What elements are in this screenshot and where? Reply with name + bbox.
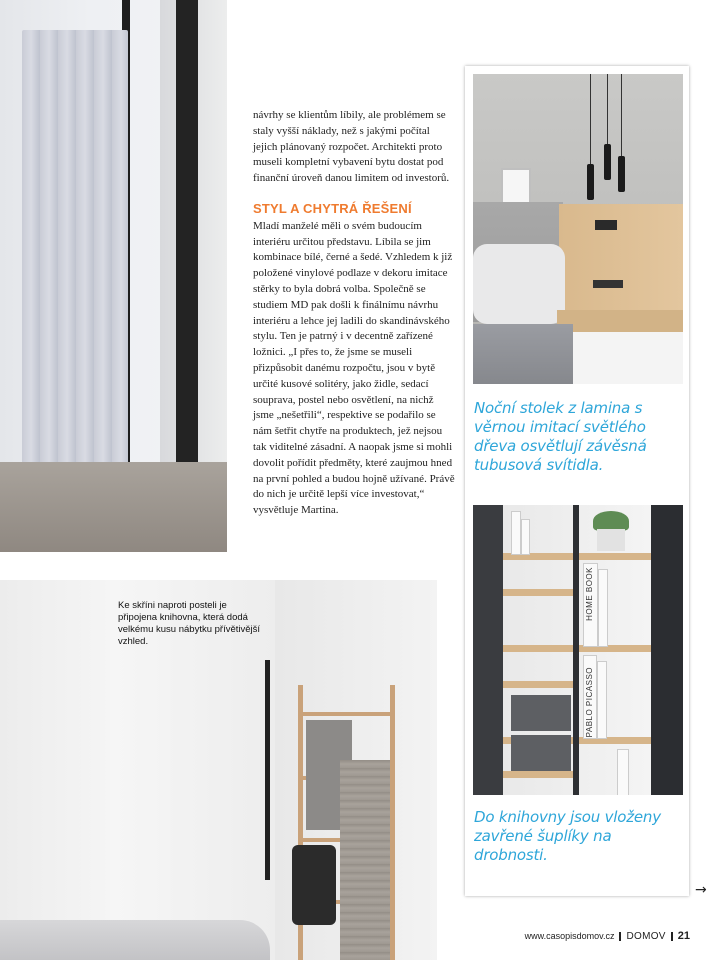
caption-shelf: Do knihovny jsou vloženy zavřené šuplíky na drobnosti. — [474, 808, 661, 864]
photo-book — [597, 661, 607, 739]
photo-blanket — [292, 845, 336, 925]
caption-bedside: Noční stolek z lamina s věrnou imitací světlého dřeva osvětlují závěsná tubusová svítidla. — [474, 399, 647, 474]
photo-shelf-divider — [573, 505, 579, 795]
photo-nightstand-base — [557, 332, 683, 384]
arrow-right-icon[interactable]: → — [695, 882, 707, 898]
book-spine-pablo-picasso: PABLO PICASSO — [585, 667, 594, 738]
article-body: Mladí manželé měli o svém budoucím interiéru určitou představu. Líbila se jim kombinace bílé, černé a šedé. Vzhledem k již položené vinylové podlaze v dekoru imitace stěrky to byla dobrá volba. Společně se studiem MD pak došli k finálnímu návrhu interiéru a lehce jej ladili do skandinávského stylu. Ten je patrný i v decentně zařízené ložnici. „I přes to, že jsme se museli přizpůsobit danému rozpočtu, jsou v bytě určité kusové solitéry, jako židle, sedací souprava, postel nebo osvětlení, na nichž jsme „nešetřili“, respektive se podařilo se nám šetřit chytře na produktech, jež nejsou tak viditelné zásadní. A naopak jsme si mohli dovolit pořídit předměty, které zaujmou hned na první pohled a budou hojně užívané. Právě do nich je určitě lepší více investovat,“ vysvětluje Martina. — [253, 219, 455, 517]
photo-drawer — [511, 695, 571, 731]
photo-shelf-board — [503, 771, 573, 778]
footer-magazine: DOMOV — [626, 930, 666, 942]
article-text — [253, 108, 455, 519]
photo-lamp-cord — [621, 74, 622, 160]
photo-ladder — [390, 685, 395, 960]
photo-lamp-cord — [607, 74, 608, 148]
article-intro: návrhy se klientům líbily, ale problémem se staly vyšší náklady, než s jakými počítal jejich plánovaný rozpočet. Architekti proto museli kompletní vybavení bytu dostat pod finanční úroveň danou limitem od investorů. — [253, 109, 450, 185]
photo-floor — [0, 462, 227, 552]
photo-socket — [593, 280, 623, 288]
photo-book — [521, 519, 530, 555]
photo-pendant-lamp — [587, 164, 594, 200]
footer-separator — [619, 932, 621, 941]
photo-lamp-cord — [590, 74, 591, 168]
photo-book — [598, 569, 608, 647]
book-spine-home-book: HOME BOOK — [585, 567, 594, 621]
page-number: 21 — [677, 930, 690, 942]
photo-bookshelf — [473, 505, 683, 795]
photo-duvet — [473, 324, 573, 384]
photo-shelf-board — [503, 589, 573, 596]
photo-bedside — [473, 74, 683, 384]
section-heading: STYL A CHYTRÁ ŘEŠENÍ — [253, 200, 412, 216]
photo-curtain-fabric — [22, 30, 128, 510]
photo-curtain — [0, 0, 227, 552]
photo-plant — [593, 511, 629, 531]
caption-wardrobe: Ke skříni naproti posteli je připojena knihovna, která dodá velkému kusu nábytku přívětivější vzhled. — [118, 600, 261, 647]
photo-pillow — [473, 244, 565, 324]
photo-plant-pot — [597, 529, 625, 551]
photo-pendant-lamp — [618, 156, 625, 192]
page-footer — [525, 929, 690, 943]
photo-blanket — [340, 760, 390, 960]
photo-wardrobe-handle — [265, 660, 270, 880]
photo-drawer — [511, 735, 571, 771]
photo-nightstand — [557, 310, 683, 332]
footer-website[interactable]: www.casopisdomov.cz — [524, 931, 615, 941]
photo-bed — [0, 920, 270, 960]
footer-separator — [671, 932, 673, 941]
photo-ladder-rung — [298, 712, 394, 716]
photo-shelf-side — [651, 505, 683, 795]
photo-book — [617, 749, 629, 795]
photo-picture-frame — [501, 168, 531, 206]
photo-switch — [595, 220, 617, 230]
photo-wardrobe-door — [0, 580, 111, 960]
photo-book — [511, 511, 521, 555]
photo-pendant-lamp — [604, 144, 611, 180]
photo-shelf-board — [503, 681, 573, 688]
